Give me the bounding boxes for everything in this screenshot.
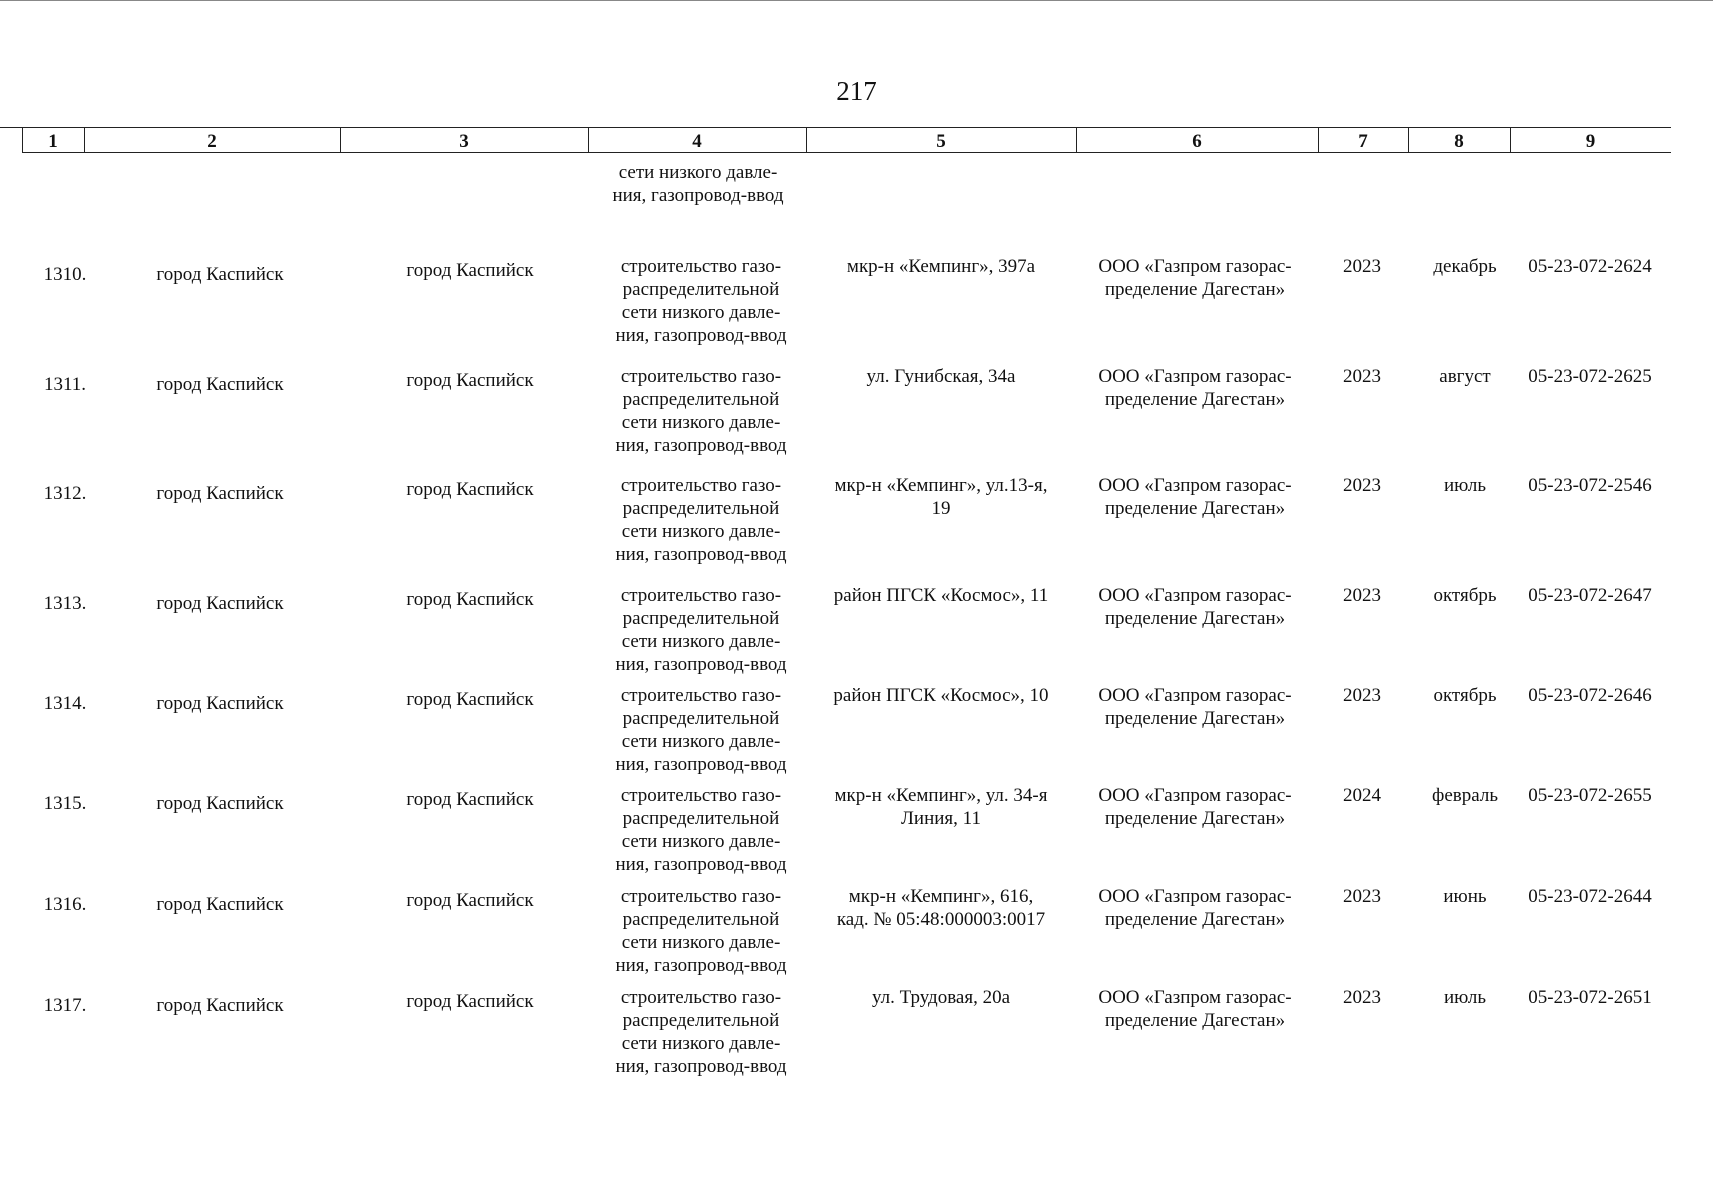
table-row: [0, 255, 1713, 355]
carryover-line: ния, газопровод-ввод: [612, 185, 784, 206]
work-description-cell-line: сети низкого давле-: [621, 731, 781, 752]
table-row: [0, 474, 1713, 574]
organization-cell-line: пределение Дагестан»: [1104, 1010, 1286, 1031]
address-cell: [810, 255, 1072, 278]
work-description-cell: [592, 474, 810, 566]
address-cell-line: кад. № 05:48:000003:0017: [836, 909, 1046, 930]
year-cell: 2023: [1343, 256, 1381, 277]
work-description-cell-line: сети низкого давле-: [621, 302, 781, 323]
municipality-cell: город Каспийск: [156, 894, 284, 915]
code-cell: 05-23-072-2646: [1528, 685, 1652, 706]
address-cell-line: мкр-н «Кемпинг», 616,: [848, 886, 1034, 907]
address-cell: [810, 885, 1072, 931]
municipality-cell: город Каспийск: [156, 483, 284, 504]
work-description-cell-line: ния, газопровод-ввод: [615, 544, 787, 565]
code-cell: 05-23-072-2651: [1528, 987, 1652, 1008]
work-description-cell-line: распределительной: [622, 389, 780, 410]
year-cell: 2023: [1343, 585, 1381, 606]
carryover-work-text: [588, 161, 808, 207]
address-cell: [810, 986, 1072, 1009]
work-description-cell-line: сети низкого давле-: [621, 521, 781, 542]
organization-cell: [1080, 255, 1310, 301]
settlement-cell: город Каспийск: [406, 479, 534, 500]
organization-cell-line: ООО «Газпром газорас-: [1098, 366, 1292, 387]
table-row: [0, 885, 1713, 985]
work-description-cell-line: строительство газо-: [620, 366, 782, 387]
work-description-cell-line: строительство газо-: [620, 475, 782, 496]
work-description-cell-line: строительство газо-: [620, 886, 782, 907]
month-cell: август: [1439, 366, 1491, 387]
year-cell: 2023: [1343, 475, 1381, 496]
organization-cell-line: пределение Дагестан»: [1104, 389, 1286, 410]
organization-cell: [1080, 885, 1310, 931]
work-description-cell-line: ния, газопровод-ввод: [615, 754, 787, 775]
organization-cell-line: пределение Дагестан»: [1104, 708, 1286, 729]
organization-cell: [1080, 365, 1310, 411]
address-cell: [810, 474, 1072, 520]
address-cell-line: мкр-н «Кемпинг», ул.13-я,: [834, 475, 1048, 496]
settlement-cell: город Каспийск: [406, 589, 534, 610]
code-cell: 05-23-072-2644: [1528, 886, 1652, 907]
month-cell: февраль: [1432, 785, 1498, 806]
work-description-cell-line: сети низкого давле-: [621, 631, 781, 652]
page-number: 217: [836, 76, 877, 106]
table-row: [0, 365, 1713, 465]
page-top-rule: [0, 0, 1713, 1]
work-description-cell-line: распределительной: [622, 498, 780, 519]
organization-cell: [1080, 986, 1310, 1032]
work-description-cell-line: сети низкого давле-: [621, 932, 781, 953]
settlement-cell: город Каспийск: [406, 789, 534, 810]
work-description-cell: [592, 584, 810, 676]
work-description-cell-line: ния, газопровод-ввод: [615, 1056, 787, 1077]
settlement-cell: город Каспийск: [406, 370, 534, 391]
code-cell: 05-23-072-2624: [1528, 256, 1652, 277]
month-cell: июль: [1443, 987, 1487, 1008]
column-header-8: 8: [1454, 131, 1464, 152]
year-cell: 2023: [1343, 886, 1381, 907]
work-description-cell-line: строительство газо-: [620, 685, 782, 706]
settlement-cell: город Каспийск: [406, 890, 534, 911]
year-cell: 2023: [1343, 685, 1381, 706]
column-header-2: 2: [207, 131, 217, 152]
organization-cell-line: ООО «Газпром газорас-: [1098, 886, 1292, 907]
work-description-cell: [592, 986, 810, 1078]
address-cell-line: мкр-н «Кемпинг», ул. 34-я: [834, 785, 1048, 806]
work-description-cell: [592, 784, 810, 876]
organization-cell-line: ООО «Газпром газорас-: [1098, 785, 1292, 806]
organization-cell-line: пределение Дагестан»: [1104, 498, 1286, 519]
column-header-5: 5: [936, 131, 946, 152]
work-description-cell-line: распределительной: [622, 1010, 780, 1031]
work-description-cell-line: ния, газопровод-ввод: [615, 955, 787, 976]
work-description-cell: [592, 684, 810, 776]
row-number: 1314.: [43, 693, 87, 714]
organization-cell-line: ООО «Газпром газорас-: [1098, 475, 1292, 496]
row-number: 1313.: [43, 593, 87, 614]
row-number: 1316.: [43, 894, 87, 915]
column-header-4: 4: [692, 131, 702, 152]
year-cell: 2023: [1343, 366, 1381, 387]
column-header-3: 3: [459, 131, 469, 152]
month-cell: июль: [1443, 475, 1487, 496]
work-description-cell-line: ния, газопровод-ввод: [615, 435, 787, 456]
month-cell: октябрь: [1433, 585, 1497, 606]
address-cell: [810, 684, 1072, 707]
row-number: 1311.: [43, 374, 87, 395]
table-row: [0, 584, 1713, 684]
work-description-cell: [592, 365, 810, 457]
settlement-cell: город Каспийск: [406, 260, 534, 281]
row-number: 1312.: [43, 483, 87, 504]
work-description-cell-line: строительство газо-: [620, 585, 782, 606]
year-cell: 2023: [1343, 987, 1381, 1008]
organization-cell: [1080, 784, 1310, 830]
work-description-cell: [592, 885, 810, 977]
settlement-cell: город Каспийск: [406, 689, 534, 710]
column-header-1: 1: [48, 131, 58, 152]
organization-cell-line: пределение Дагестан»: [1104, 279, 1286, 300]
address-cell-line: район ПГСК «Космос», 11: [833, 585, 1049, 606]
municipality-cell: город Каспийск: [156, 593, 284, 614]
work-description-cell-line: сети низкого давле-: [621, 1033, 781, 1054]
work-description-cell-line: распределительной: [622, 608, 780, 629]
organization-cell-line: пределение Дагестан»: [1104, 808, 1286, 829]
organization-cell-line: ООО «Газпром газорас-: [1098, 256, 1292, 277]
row-number: 1315.: [43, 793, 87, 814]
year-cell: 2024: [1343, 785, 1381, 806]
address-cell-line: мкр-н «Кемпинг», 397а: [846, 256, 1036, 277]
work-description-cell-line: строительство газо-: [620, 987, 782, 1008]
address-cell: [810, 365, 1072, 388]
settlement-cell: город Каспийск: [406, 991, 534, 1012]
organization-cell-line: пределение Дагестан»: [1104, 608, 1286, 629]
organization-cell: [1080, 584, 1310, 630]
work-description-cell-line: сети низкого давле-: [621, 831, 781, 852]
code-cell: 05-23-072-2647: [1528, 585, 1652, 606]
organization-cell-line: пределение Дагестан»: [1104, 909, 1286, 930]
work-description-cell: [592, 255, 810, 347]
work-description-cell-line: строительство газо-: [620, 256, 782, 277]
row-number: 1317.: [43, 995, 87, 1016]
code-cell: 05-23-072-2625: [1528, 366, 1652, 387]
address-cell-line: 19: [931, 498, 951, 519]
work-description-cell-line: распределительной: [622, 279, 780, 300]
organization-cell-line: ООО «Газпром газорас-: [1098, 987, 1292, 1008]
month-cell: июнь: [1443, 886, 1487, 907]
month-cell: декабрь: [1433, 256, 1497, 277]
address-cell-line: район ПГСК «Космос», 10: [833, 685, 1049, 706]
row-number: 1310.: [43, 264, 87, 285]
header-top-rule: [0, 127, 1671, 128]
header-bottom-rule: [22, 152, 1671, 153]
work-description-cell-line: строительство газо-: [620, 785, 782, 806]
address-cell: [810, 784, 1072, 830]
carryover-line: сети низкого давле-: [618, 162, 778, 183]
address-cell-line: ул. Трудовая, 20а: [871, 987, 1011, 1008]
address-cell-line: Линия, 11: [901, 808, 981, 829]
municipality-cell: город Каспийск: [156, 793, 284, 814]
work-description-cell-line: ния, газопровод-ввод: [615, 654, 787, 675]
month-cell: октябрь: [1433, 685, 1497, 706]
table-row: [0, 684, 1713, 784]
organization-cell-line: ООО «Газпром газорас-: [1098, 585, 1292, 606]
municipality-cell: город Каспийск: [156, 374, 284, 395]
code-cell: 05-23-072-2546: [1528, 475, 1652, 496]
organization-cell-line: ООО «Газпром газорас-: [1098, 685, 1292, 706]
address-cell-line: ул. Гунибская, 34а: [866, 366, 1016, 387]
municipality-cell: город Каспийск: [156, 995, 284, 1016]
table-row: [0, 784, 1713, 884]
municipality-cell: город Каспийск: [156, 264, 284, 285]
column-header-9: 9: [1585, 131, 1596, 152]
code-cell: 05-23-072-2655: [1528, 785, 1652, 806]
organization-cell: [1080, 474, 1310, 520]
work-description-cell-line: ния, газопровод-ввод: [615, 854, 787, 875]
work-description-cell-line: ния, газопровод-ввод: [615, 325, 787, 346]
work-description-cell-line: распределительной: [622, 909, 780, 930]
address-cell: [810, 584, 1072, 607]
work-description-cell-line: сети низкого давле-: [621, 412, 781, 433]
column-header-7: 7: [1358, 131, 1368, 152]
work-description-cell-line: распределительной: [622, 708, 780, 729]
work-description-cell-line: распределительной: [622, 808, 780, 829]
municipality-cell: город Каспийск: [156, 693, 284, 714]
organization-cell: [1080, 684, 1310, 730]
column-header-6: 6: [1192, 131, 1202, 152]
table-row: [0, 986, 1713, 1086]
